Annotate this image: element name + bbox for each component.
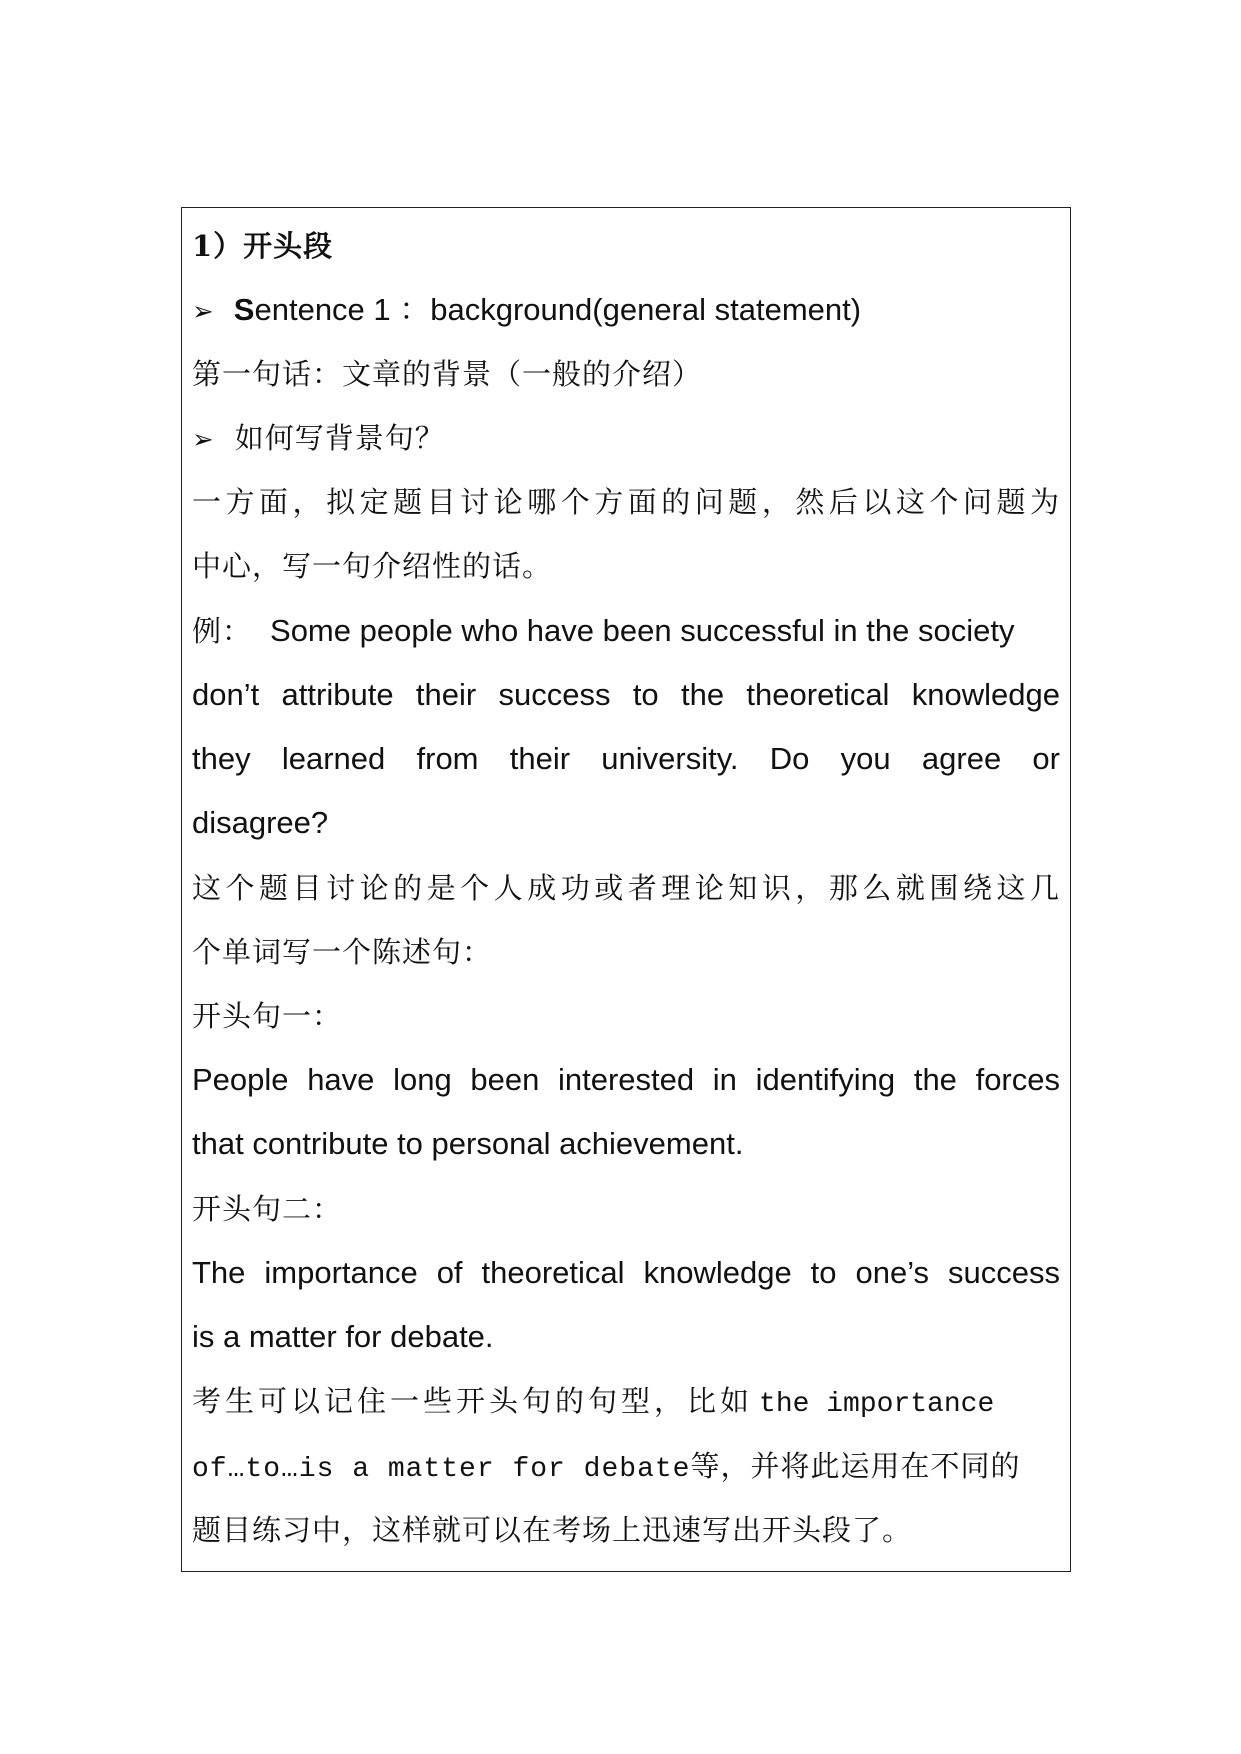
content-box xyxy=(181,207,1071,1572)
example-line-2: don’t attribute their success to the theoretical knowledge xyxy=(192,677,1060,712)
bullet-sentence-1 xyxy=(192,278,1071,343)
example-line-4: disagree? xyxy=(192,805,329,840)
example-line-1 xyxy=(192,599,1071,664)
topic-line-2: 个单词写一个陈述句： xyxy=(192,935,493,969)
first-sentence-line: 第一句话：文章的背景（一般的介绍） xyxy=(192,357,703,391)
section-heading: 1）开头段 xyxy=(192,229,334,263)
opener2-line-1: The importance of theoretical knowledge to one’s success xyxy=(192,1255,1060,1290)
opener1-line-1: People have long been interested in identifying the forces xyxy=(192,1062,1060,1097)
explain-line-1: 一方面，拟定题目讨论哪个方面的问题，然后以这个问题为 xyxy=(192,485,1060,519)
topic-line-1: 这个题目讨论的是个人成功或者理论知识，那么就围绕这几 xyxy=(192,871,1060,905)
example-text-1: Some people who have been successful in the society xyxy=(270,613,1015,648)
tip-2a: of…to…is a matter for debate xyxy=(192,1454,691,1485)
tip-line-2 xyxy=(192,1434,1071,1499)
arrow-bullet-icon: ➢ xyxy=(192,297,214,327)
bullet1-lead: S xyxy=(233,292,255,327)
opener1-label: 开头句一： xyxy=(192,999,343,1033)
example-line-3: they learned from their university. Do you agree or xyxy=(192,741,1060,776)
opener2-label: 开头句二： xyxy=(192,1192,343,1226)
example-label: 例： xyxy=(192,614,253,648)
arrow-bullet-icon: ➢ xyxy=(192,425,215,455)
tip-line-1 xyxy=(192,1369,1071,1434)
bullet-how-to xyxy=(192,406,1071,471)
bullet1-rest: entence 1 ：background(general statement) xyxy=(254,292,862,327)
tip-2b: 等，并将此运用在不同的 xyxy=(690,1449,1021,1483)
tip-1a: 考生可以记住一些开头句的句型，比如 xyxy=(192,1384,754,1418)
opener1-line-2: that contribute to personal achievement. xyxy=(192,1126,744,1161)
explain-line-2: 中心，写一句介绍性的话。 xyxy=(192,549,553,583)
bullet2-text: 如何写背景句？ xyxy=(234,421,445,455)
tip-line-3: 题目练习中，这样就可以在考场上迅速写出开头段了。 xyxy=(192,1513,913,1547)
opener2-line-2: is a matter for debate. xyxy=(192,1319,494,1354)
tip-1b: the importance xyxy=(759,1389,995,1420)
